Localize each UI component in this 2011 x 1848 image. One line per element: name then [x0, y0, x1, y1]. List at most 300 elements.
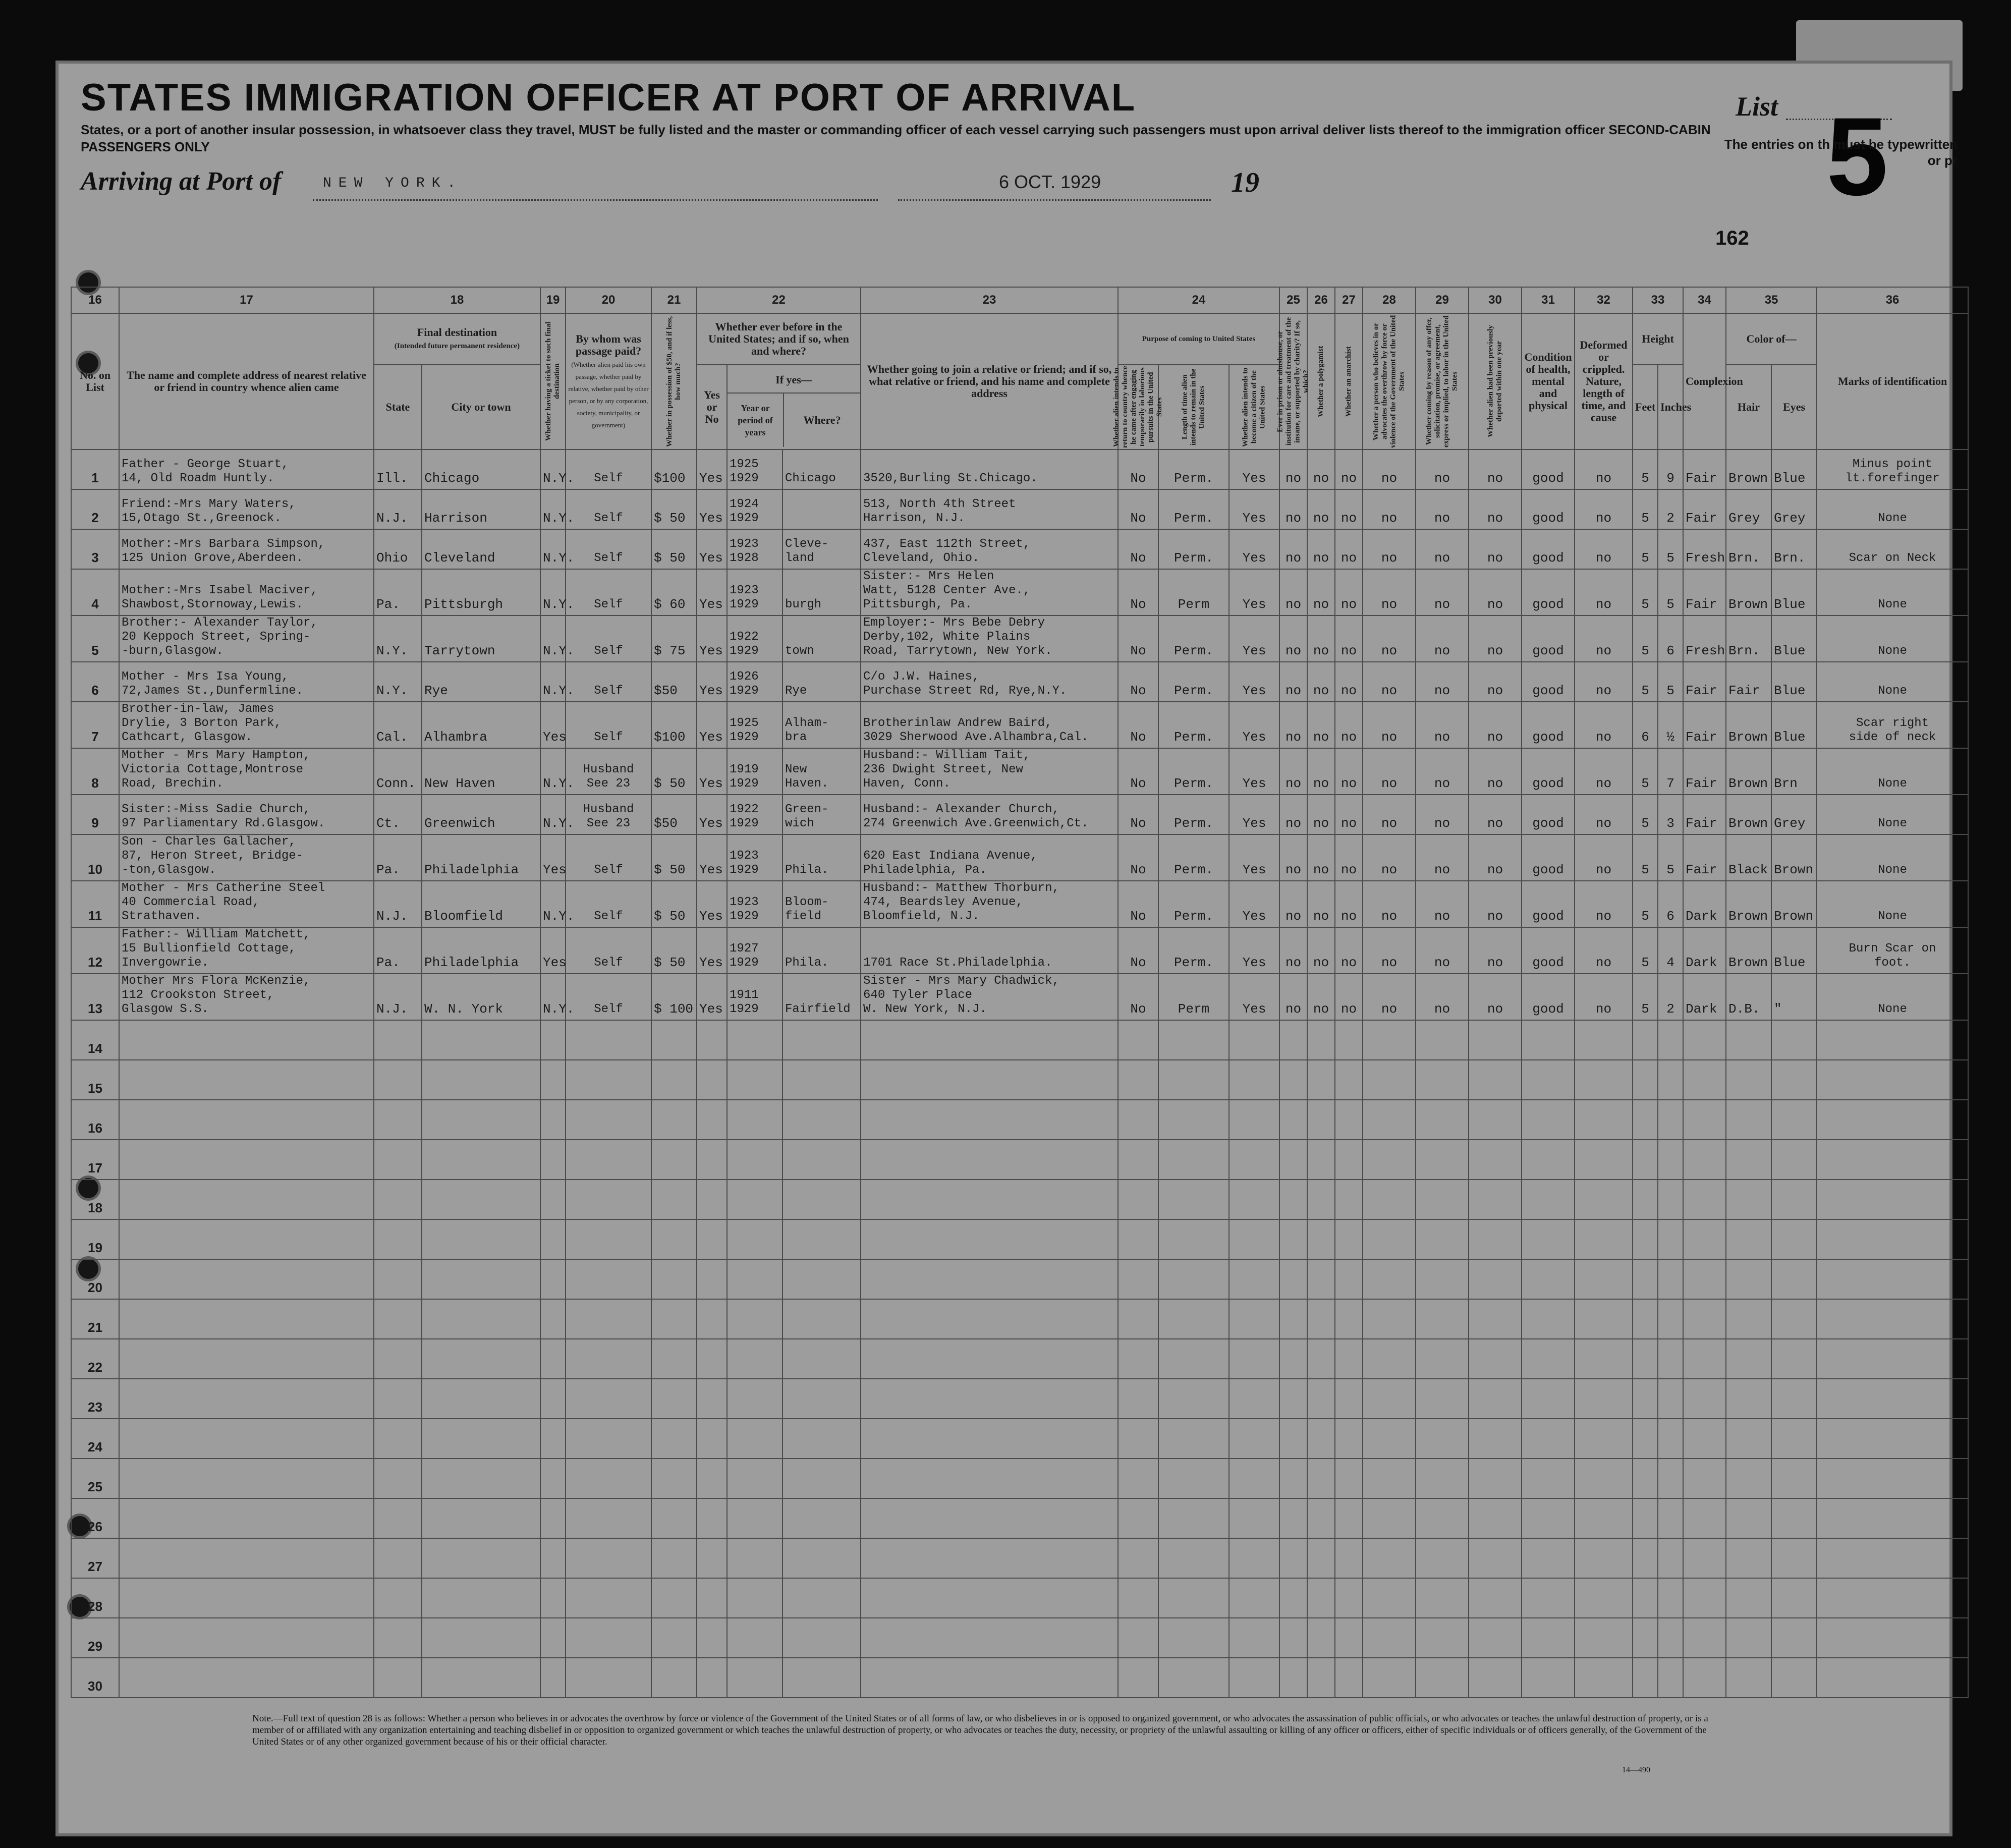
cell-empty	[1416, 1419, 1469, 1459]
cell-empty	[651, 1100, 697, 1140]
cell-empty	[1363, 1618, 1416, 1658]
cell-empty	[566, 1140, 651, 1180]
cell-empty	[1363, 1379, 1416, 1419]
cell-before: Yes	[697, 489, 727, 529]
cell-empty	[1771, 1339, 1817, 1379]
cell-empty	[1279, 1020, 1307, 1060]
cell-empty	[1279, 1339, 1307, 1379]
cell-empty	[1726, 1219, 1771, 1259]
cell-empty	[374, 1379, 422, 1419]
cell-empty	[1307, 1618, 1335, 1658]
cell-empty	[1658, 1618, 1683, 1658]
cell-deformed: no	[1575, 615, 1633, 662]
cell-complexion: Fresh	[1683, 529, 1726, 569]
cell-state: N.J.	[374, 489, 422, 529]
cell-empty	[1158, 1060, 1229, 1100]
cell-c26: no	[1307, 615, 1335, 662]
cell-empty	[1683, 1578, 1726, 1618]
cell-c28: no	[1363, 662, 1416, 702]
cell-empty	[1118, 1459, 1158, 1498]
cell-empty	[540, 1020, 566, 1060]
cell-c30: no	[1469, 569, 1522, 615]
cell-empty	[1469, 1299, 1522, 1339]
cell-years: 1924 1929	[727, 489, 783, 529]
cell-p-citizen: Yes	[1229, 881, 1279, 927]
cell-p-length: Perm.	[1158, 450, 1229, 489]
cell-empty	[422, 1339, 540, 1379]
hdr-state: State	[374, 365, 422, 450]
cell-empty	[1658, 1299, 1683, 1339]
cell-empty	[1522, 1618, 1575, 1658]
cell-empty	[697, 1658, 727, 1698]
cell-empty	[1633, 1538, 1658, 1578]
cell-empty	[1658, 1459, 1683, 1498]
cell-health: good	[1522, 748, 1575, 795]
cell-empty	[119, 1060, 374, 1100]
cell-empty	[1279, 1618, 1307, 1658]
cell-empty	[1658, 1259, 1683, 1299]
cell-relative: Sister:-Miss Sadie Church, 97 Parliamentary Rd.Glasgow.	[119, 795, 374, 834]
cell-empty	[1633, 1339, 1658, 1379]
cell-empty	[1363, 1219, 1416, 1259]
col-num: 30	[1469, 287, 1522, 313]
cell-empty	[1363, 1538, 1416, 1578]
manifest-rows	[71, 450, 1968, 1698]
cell-money: $100	[651, 702, 697, 748]
cell-hair: Fair	[1726, 662, 1771, 702]
cell-empty	[1229, 1339, 1279, 1379]
cell-no: 2	[71, 489, 119, 529]
cell-empty	[861, 1259, 1118, 1299]
cell-c27: no	[1335, 489, 1363, 529]
cell-eyes: Brown	[1771, 881, 1817, 927]
cell-empty	[540, 1459, 566, 1498]
cell-empty	[1726, 1618, 1771, 1658]
cell-empty	[1726, 1379, 1771, 1419]
cell-empty	[422, 1140, 540, 1180]
cell-deformed: no	[1575, 489, 1633, 529]
cell-empty	[727, 1658, 783, 1698]
cell-empty	[1279, 1140, 1307, 1180]
cell-relative: Mother:-Mrs Isabel Maciver, Shawbost,Stornoway,Lewis.	[119, 569, 374, 615]
cell-empty	[566, 1379, 651, 1419]
cell-feet: 5	[1633, 795, 1658, 834]
cell-no: 27	[71, 1538, 119, 1578]
cell-inches: 3	[1658, 795, 1683, 834]
cell-empty	[422, 1060, 540, 1100]
cell-c29: no	[1416, 702, 1469, 748]
cell-empty	[1307, 1379, 1335, 1419]
cell-c25: no	[1279, 748, 1307, 795]
cell-city: Rye	[422, 662, 540, 702]
cell-empty	[1771, 1658, 1817, 1698]
cell-no: 20	[71, 1259, 119, 1299]
cell-c27: no	[1335, 569, 1363, 615]
cell-empty	[861, 1538, 1118, 1578]
cell-p-length: Perm.	[1158, 489, 1229, 529]
cell-empty	[1817, 1020, 1968, 1060]
cell-p-return: No	[1118, 702, 1158, 748]
cell-empty	[1118, 1578, 1158, 1618]
hdr-inches: Inches	[1658, 365, 1683, 450]
table-row-empty	[71, 1379, 1968, 1419]
cell-empty	[1522, 1538, 1575, 1578]
cell-empty	[861, 1140, 1118, 1180]
cell-empty	[1118, 1538, 1158, 1578]
cell-empty	[1522, 1060, 1575, 1100]
cell-complexion: Fair	[1683, 834, 1726, 881]
cell-before: Yes	[697, 662, 727, 702]
cell-inches: ½	[1658, 702, 1683, 748]
cell-years: 1925 1929	[727, 702, 783, 748]
cell-complexion: Fair	[1683, 662, 1726, 702]
cell-empty	[119, 1459, 374, 1498]
cell-empty	[1307, 1538, 1335, 1578]
cell-empty	[1158, 1180, 1229, 1219]
cell-relative: Brother:- Alexander Taylor, 20 Keppoch Street, Spring- -burn,Glasgow.	[119, 615, 374, 662]
cell-c28: no	[1363, 881, 1416, 927]
cell-inches: 7	[1658, 748, 1683, 795]
hdr-paid-label: By whom was passage paid?	[575, 332, 642, 357]
cell-empty	[651, 1259, 697, 1299]
cell-empty	[783, 1538, 861, 1578]
cell-empty	[1335, 1658, 1363, 1698]
cell-empty	[861, 1419, 1118, 1459]
cell-empty	[1469, 1578, 1522, 1618]
cell-c27: no	[1335, 795, 1363, 834]
cell-years: 1923 1929	[727, 569, 783, 615]
cell-empty	[1229, 1658, 1279, 1698]
table-row-empty	[71, 1538, 1968, 1578]
cell-empty	[1817, 1379, 1968, 1419]
cell-relative: Mother - Mrs Mary Hampton, Victoria Cottage,Montrose Road, Brechin.	[119, 748, 374, 795]
cell-no: 17	[71, 1140, 119, 1180]
cell-before: Yes	[697, 569, 727, 615]
cell-joining: 1701 Race St.Philadelphia.	[861, 927, 1118, 974]
cell-empty	[422, 1538, 540, 1578]
cell-empty	[1633, 1259, 1658, 1299]
cell-empty	[1469, 1219, 1522, 1259]
cell-empty	[374, 1100, 422, 1140]
cell-paid: Self	[566, 974, 651, 1020]
hdr-purpose-length: Length of time alien intends to remain in the United States	[1158, 365, 1229, 450]
cell-inches: 4	[1658, 927, 1683, 974]
cell-c25: no	[1279, 615, 1307, 662]
cell-hair: Brown	[1726, 795, 1771, 834]
cell-empty	[727, 1339, 783, 1379]
cell-empty	[1817, 1259, 1968, 1299]
col-num: 36	[1817, 287, 1968, 313]
cell-empty	[727, 1100, 783, 1140]
table-row	[71, 834, 1968, 881]
cell-marks: None	[1817, 662, 1968, 702]
cell-empty	[651, 1419, 697, 1459]
hdr-if-yes	[727, 365, 861, 450]
cell-c25: no	[1279, 881, 1307, 927]
cell-empty	[1335, 1140, 1363, 1180]
cell-empty	[1118, 1219, 1158, 1259]
cell-empty	[697, 1020, 727, 1060]
cell-empty	[119, 1180, 374, 1219]
cell-empty	[566, 1419, 651, 1459]
cell-relative: Son - Charles Gallacher, 87, Heron Street, Bridge- -ton,Glasgow.	[119, 834, 374, 881]
cell-feet: 5	[1633, 927, 1658, 974]
cell-no: 30	[71, 1658, 119, 1698]
table-row	[71, 450, 1968, 489]
cell-empty	[1279, 1538, 1307, 1578]
cell-p-return: No	[1118, 927, 1158, 974]
cell-empty	[1118, 1419, 1158, 1459]
manifest-table	[71, 287, 1969, 1698]
cell-p-citizen: Yes	[1229, 662, 1279, 702]
cell-empty	[1726, 1100, 1771, 1140]
cell-empty	[783, 1578, 861, 1618]
cell-state: Cal.	[374, 702, 422, 748]
cell-empty	[374, 1658, 422, 1698]
cell-c25: no	[1279, 702, 1307, 748]
cell-eyes: Brn.	[1771, 529, 1817, 569]
cell-feet: 5	[1633, 748, 1658, 795]
cell-empty	[374, 1299, 422, 1339]
cell-empty	[651, 1459, 697, 1498]
cell-joining: 513, North 4th Street Harrison, N.J.	[861, 489, 1118, 529]
cell-city: Harrison	[422, 489, 540, 529]
cell-before: Yes	[697, 702, 727, 748]
cell-hair: Brn.	[1726, 615, 1771, 662]
cell-paid: Self	[566, 489, 651, 529]
cell-empty	[1279, 1060, 1307, 1100]
cell-years: 1926 1929	[727, 662, 783, 702]
cell-empty	[1469, 1538, 1522, 1578]
cell-deformed: no	[1575, 748, 1633, 795]
cell-empty	[697, 1578, 727, 1618]
cell-health: good	[1522, 881, 1575, 927]
cell-empty	[1658, 1578, 1683, 1618]
cell-empty	[119, 1538, 374, 1578]
cell-empty	[119, 1419, 374, 1459]
cell-state: N.Y.	[374, 662, 422, 702]
cell-no: 25	[71, 1459, 119, 1498]
cell-empty	[1307, 1219, 1335, 1259]
cell-c25: no	[1279, 450, 1307, 489]
cell-empty	[1469, 1379, 1522, 1419]
hdr-c30: Whether alien had been previously deported within one year	[1469, 313, 1522, 450]
cell-eyes: Grey	[1771, 489, 1817, 529]
cell-empty	[119, 1020, 374, 1060]
cell-empty	[566, 1100, 651, 1140]
hdr-height: Height	[1633, 313, 1683, 365]
cell-c30: no	[1469, 450, 1522, 489]
cell-empty	[1363, 1578, 1416, 1618]
hdr-no-on-list: No. on List	[71, 313, 119, 450]
cell-health: good	[1522, 529, 1575, 569]
hdr-deformed: Deformed or crippled. Nature, length of time, and cause	[1575, 313, 1633, 450]
cell-c27: no	[1335, 927, 1363, 974]
cell-empty	[861, 1618, 1118, 1658]
cell-c26: no	[1307, 795, 1335, 834]
cell-where: Cleve- land	[783, 529, 861, 569]
cell-complexion: Fair	[1683, 795, 1726, 834]
cell-empty	[1817, 1339, 1968, 1379]
cell-years: 1927 1929	[727, 927, 783, 974]
cell-empty	[1158, 1498, 1229, 1538]
cell-c26: no	[1307, 529, 1335, 569]
hdr-purpose-return: Whether alien intends to return to country whence he came after engaging temporarily in laborious pursuits in the United States	[1118, 365, 1158, 450]
cell-empty	[1363, 1339, 1416, 1379]
cell-empty	[1335, 1100, 1363, 1140]
cell-empty	[1726, 1658, 1771, 1698]
cell-empty	[1469, 1339, 1522, 1379]
cell-marks: None	[1817, 748, 1968, 795]
cell-empty	[1279, 1259, 1307, 1299]
cell-state: Pa.	[374, 927, 422, 974]
cell-joining: Husband:- Alexander Church, 274 Greenwich Ave.Greenwich,Ct.	[861, 795, 1118, 834]
cell-empty	[1575, 1259, 1633, 1299]
cell-empty	[1771, 1219, 1817, 1259]
cell-empty	[1307, 1578, 1335, 1618]
form-number: 14—490	[1622, 1766, 1650, 1774]
hdr-joining: Whether going to join a relative or friend; and if so, what relative or friend, and his name and complete address	[861, 313, 1118, 450]
col-num: 34	[1683, 287, 1726, 313]
cell-empty	[1726, 1180, 1771, 1219]
cell-empty	[1575, 1658, 1633, 1698]
cell-empty	[697, 1498, 727, 1538]
cell-empty	[1771, 1100, 1817, 1140]
cell-empty	[1817, 1498, 1968, 1538]
cell-c30: no	[1469, 927, 1522, 974]
cell-empty	[566, 1658, 651, 1698]
cell-empty	[1416, 1100, 1469, 1140]
cell-no: 29	[71, 1618, 119, 1658]
cell-empty	[1633, 1379, 1658, 1419]
cell-p-length: Perm.	[1158, 748, 1229, 795]
cell-empty	[1726, 1498, 1771, 1538]
cell-c27: no	[1335, 974, 1363, 1020]
cell-eyes: Brown	[1771, 834, 1817, 881]
cell-empty	[1522, 1419, 1575, 1459]
cell-no: 3	[71, 529, 119, 569]
cell-empty	[1469, 1259, 1522, 1299]
cell-health: good	[1522, 795, 1575, 834]
hdr-c26: Whether a polygamist	[1307, 313, 1335, 450]
cell-paid: Self	[566, 662, 651, 702]
cell-health: good	[1522, 834, 1575, 881]
hdr-where: Where?	[803, 414, 841, 426]
cell-before: Yes	[697, 927, 727, 974]
cell-empty	[783, 1259, 861, 1299]
cell-city: Philadelphia	[422, 927, 540, 974]
cell-empty	[422, 1180, 540, 1219]
cell-deformed: no	[1575, 569, 1633, 615]
hdr-ticket: Whether having a ticket to such final destination	[540, 313, 566, 450]
cell-empty	[1683, 1100, 1726, 1140]
cell-deformed: no	[1575, 529, 1633, 569]
cell-empty	[1118, 1339, 1158, 1379]
cell-empty	[1469, 1140, 1522, 1180]
cell-empty	[1469, 1020, 1522, 1060]
cell-empty	[1469, 1618, 1522, 1658]
cell-empty	[783, 1140, 861, 1180]
cell-empty	[1683, 1618, 1726, 1658]
cell-empty	[1229, 1219, 1279, 1259]
cell-empty	[119, 1658, 374, 1698]
cell-empty	[1335, 1020, 1363, 1060]
cell-empty	[861, 1180, 1118, 1219]
cell-ticket: N.Y.	[540, 662, 566, 702]
cell-empty	[727, 1498, 783, 1538]
cell-p-return: No	[1118, 489, 1158, 529]
cell-p-return: No	[1118, 834, 1158, 881]
cell-empty	[1307, 1299, 1335, 1339]
cell-empty	[540, 1060, 566, 1100]
cell-empty	[861, 1339, 1118, 1379]
cell-paid: Self	[566, 569, 651, 615]
cell-empty	[1683, 1538, 1726, 1578]
cell-no: 15	[71, 1060, 119, 1100]
cell-empty	[861, 1060, 1118, 1100]
cell-empty	[422, 1299, 540, 1339]
cell-empty	[374, 1219, 422, 1259]
cell-empty	[1416, 1339, 1469, 1379]
cell-hair: Grey	[1726, 489, 1771, 529]
cell-empty	[1229, 1259, 1279, 1299]
cell-paid: Self	[566, 615, 651, 662]
cell-empty	[651, 1339, 697, 1379]
cell-state: Pa.	[374, 834, 422, 881]
cell-complexion: Fair	[1683, 569, 1726, 615]
cell-ticket: N.Y.	[540, 795, 566, 834]
cell-inches: 2	[1658, 974, 1683, 1020]
cell-feet: 5	[1633, 662, 1658, 702]
cell-inches: 2	[1658, 489, 1683, 529]
cell-years: 1919 1929	[727, 748, 783, 795]
cell-empty	[1416, 1459, 1469, 1498]
cell-empty	[727, 1299, 783, 1339]
cell-empty	[422, 1578, 540, 1618]
cell-empty	[1575, 1299, 1633, 1339]
cell-empty	[1771, 1498, 1817, 1538]
cell-empty	[1229, 1100, 1279, 1140]
cell-empty	[1363, 1020, 1416, 1060]
cell-c25: no	[1279, 489, 1307, 529]
cell-ticket: N.Y.	[540, 450, 566, 489]
cell-feet: 5	[1633, 881, 1658, 927]
cell-empty	[566, 1339, 651, 1379]
cell-marks: None	[1817, 615, 1968, 662]
cell-empty	[1575, 1219, 1633, 1259]
cell-no: 16	[71, 1100, 119, 1140]
cell-empty	[566, 1259, 651, 1299]
cell-empty	[1279, 1578, 1307, 1618]
cell-empty	[1658, 1339, 1683, 1379]
cell-p-length: Perm.	[1158, 795, 1229, 834]
table-row	[71, 615, 1968, 662]
cell-where: Phila.	[783, 834, 861, 881]
cell-empty	[1158, 1658, 1229, 1698]
cell-empty	[1416, 1658, 1469, 1698]
cell-empty	[1158, 1219, 1229, 1259]
cell-where: Fairfield	[783, 974, 861, 1020]
cell-empty	[540, 1140, 566, 1180]
cell-deformed: no	[1575, 450, 1633, 489]
cell-where	[783, 489, 861, 529]
cell-c27: no	[1335, 834, 1363, 881]
cell-health: good	[1522, 974, 1575, 1020]
cell-empty	[727, 1140, 783, 1180]
cell-c29: no	[1416, 662, 1469, 702]
cell-empty	[861, 1219, 1118, 1259]
cell-complexion: Dark	[1683, 881, 1726, 927]
